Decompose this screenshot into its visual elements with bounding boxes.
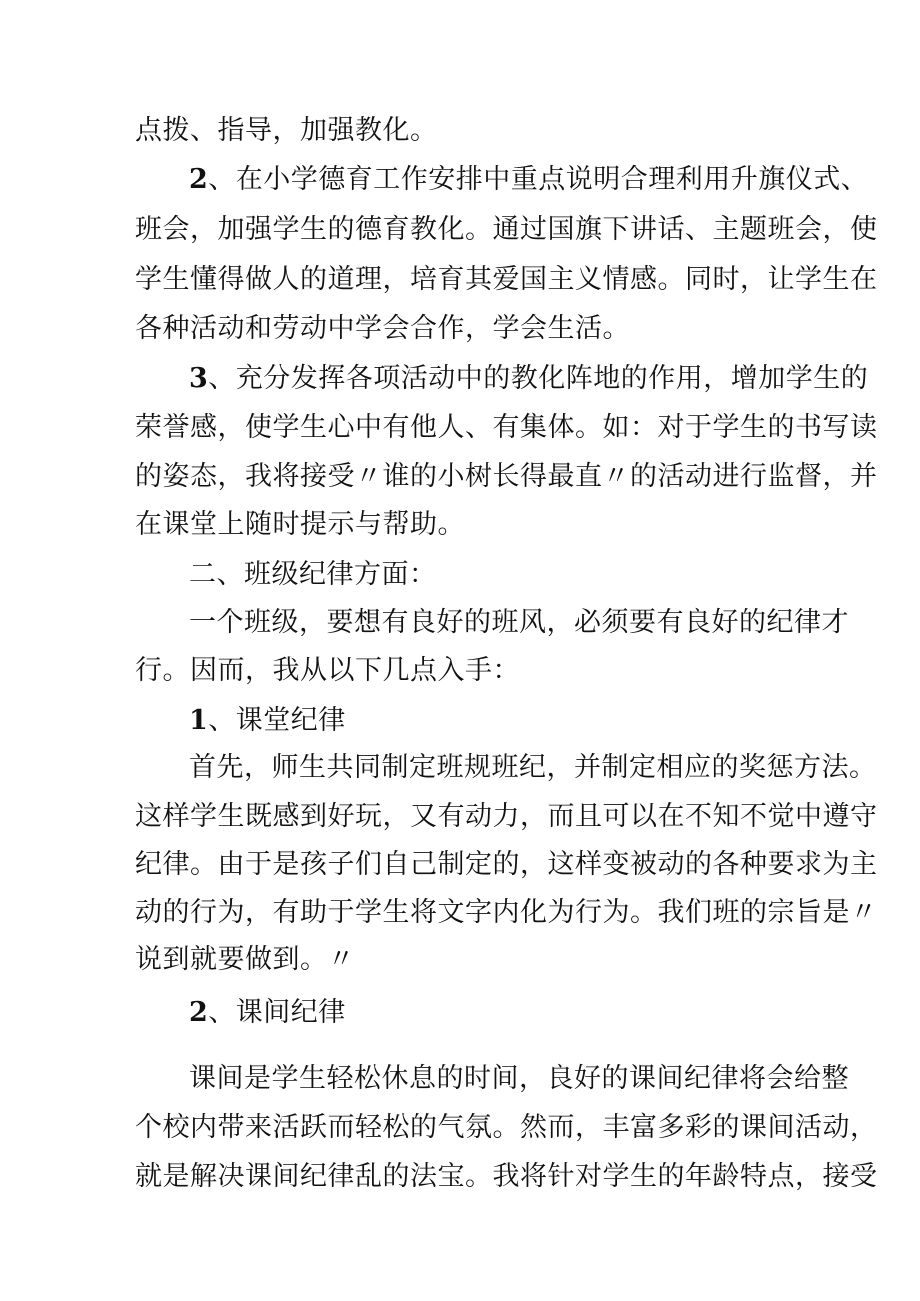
text-line-18: 说到就要做到。〃 [135, 944, 355, 975]
list-number: 3 [189, 363, 209, 394]
list-item-text: 、充分发挥各项活动中的教化阵地的作用，增加学生的 [208, 363, 869, 394]
text-line-16: 纪律。由于是孩子们自己制定的，这样变被动的各种要求为主 [135, 849, 878, 880]
text-line-8: 的姿态，我将接受〃谁的小树长得最直〃的活动进行监督，并 [135, 461, 878, 492]
text-line-3: 班会，加强学生的德育教化。通过国旗下讲话、主题班会，使 [135, 214, 878, 245]
subheading-1 [189, 703, 346, 739]
text-line-14: 首先，师生共同制定班规班纪，并制定相应的奖惩方法。 [189, 752, 877, 783]
subheading-2 [189, 995, 346, 1031]
text-line-17: 动的行为，有助于学生将文字内化为行为。我们班的宗旨是〃 [135, 897, 878, 928]
list-number: 2 [189, 997, 209, 1028]
subheading-text: 、课间纪律 [208, 997, 346, 1028]
list-item-2 [189, 162, 868, 198]
text-line-22: 就是解决课间纪律乱的法宝。我将针对学生的年龄特点，接受 [135, 1161, 878, 1192]
list-item-text: 、在小学德育工作安排中重点说明合理利用升旗仪式、 [208, 164, 869, 195]
text-line-1: 点拨、指导，加强教化。 [135, 115, 438, 146]
text-line-5: 各种活动和劳动中学会合作，学会生活。 [135, 313, 630, 344]
section-heading: 二、班级纪律方面： [189, 559, 437, 590]
list-number: 1 [189, 705, 209, 736]
text-line-20: 课间是学生轻松休息的时间，良好的课间纪律将会给整 [189, 1063, 849, 1094]
text-line-9: 在课堂上随时提示与帮助。 [135, 509, 465, 540]
text-line-7: 荣誉感，使学生心中有他人、有集体。如：对于学生的书写读 [135, 412, 878, 443]
text-line-11: 一个班级，要想有良好的班风，必须要有良好的纪律才 [189, 607, 849, 638]
text-line-21: 个校内带来活跃而轻松的气氛。然而，丰富多彩的课间活动， [135, 1112, 878, 1143]
list-number: 2 [189, 164, 209, 195]
text-line-4: 学生懂得做人的道理，培育其爱国主义情感。同时，让学生在 [135, 264, 878, 295]
text-line-12: 行。因而，我从以下几点入手： [135, 655, 520, 686]
subheading-text: 、课堂纪律 [208, 705, 346, 736]
list-item-3 [189, 361, 868, 397]
text-line-15: 这样学生既感到好玩，又有动力，而且可以在不知不觉中遵守 [135, 801, 878, 832]
